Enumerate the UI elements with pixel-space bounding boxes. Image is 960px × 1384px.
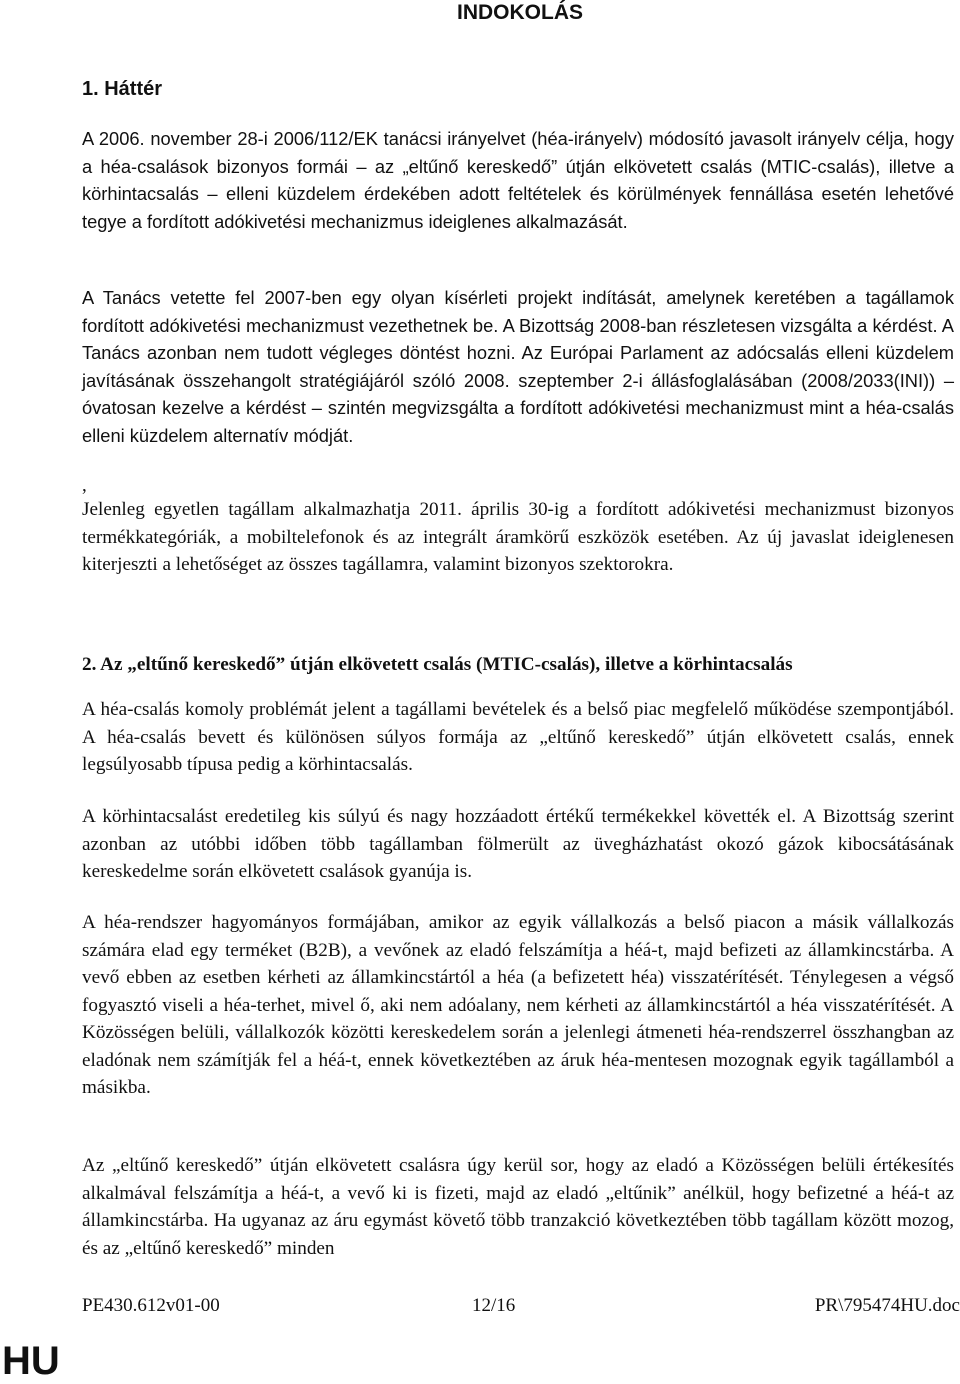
document-title: INDOKOLÁS	[457, 1, 583, 24]
stray-comma: ,	[82, 475, 87, 496]
language-code: HU	[2, 1339, 60, 1383]
paragraph-mtic-2: A körhintacsalást eredetileg kis súlyú és nagy hozzáadott értékű termékekkel követték el. A Bizottság szerint azonban az utóbbi időben több tagállamban fölmerült az üvegházhatást okozó gázok kibocsátásának kereskedelme során elkövetett csalások gyanúja is.	[82, 806, 954, 882]
section-heading-mtic: 2. Az „eltűnő kereskedő” útján elkövetett csalás (MTIC-csalás), illetve a körhintacsalás	[82, 654, 793, 675]
paragraph-background-1: A 2006. november 28-i 2006/112/EK tanácsi irányelvet (héa-irányelv) módosító javasolt irányelv célja, hogy a héa-csalások bizonyos formái – az „eltűnő kereskedő” útján elkövetett csalás (MTIC-csalás), illetve a körhintacsalás – elleni küzdelem érdekében adott feltételek és körülmények fennállása esetén lehetővé tegye a fordított adókivetési mechanizmus ideiglenes alkalmazását.	[82, 128, 954, 232]
paragraph-mtic-1: A héa-csalás komoly problémát jelent a tagállami bevételek és a belső piac megfelelő működése szempontjából. A héa-csalás bevett és különösen súlyos formája az „eltűnő kereskedő” útján elkövetett csalás, ennek legsúlyosabb típusa pedig a körhintacsalás.	[82, 699, 954, 775]
page-footer	[82, 1292, 960, 1320]
footer-page-number: 12/16	[472, 1295, 516, 1316]
footer-doc-ref: PE430.612v01-00	[82, 1295, 220, 1316]
section-heading-background: 1. Háttér	[82, 78, 163, 100]
footer-file-name: PR\795474HU.doc	[814, 1295, 960, 1316]
paragraph-mtic-3: A héa-rendszer hagyományos formájában, amikor az egyik vállalkozás a belső piacon a másik vállalkozás számára elad egy terméket (B2B), a vevőnek az eladó felszámítja a héá-t, majd befizeti az államkincstárba. A vevő ebben az esetben kérheti az államkincstártól a héa (a befizetett héa) visszatérítését. Ténylegesen a végső fogyasztó viseli a héa-terhet, mivel ő, aki nem adóalany, nem kérheti az államkincstártól a héa visszatérítését. A Közösségen belüli, vállalkozók közötti kereskedelem során a jelenlegi átmeneti héa-rendszerrel összhangban az eladónak nem számítják fel a héá-t, ennek következtében az áruk héa-mentesen mozognak egyik tagállamból a másikba.	[82, 912, 954, 1098]
paragraph-background-3: Jelenleg egyetlen tagállam alkalmazhatja 2011. április 30-ig a fordított adókivetési mechanizmust bizonyos termékkategóriák, a mobiltelefonok és az integrált áramkörű eszközök esetében. Az új javaslat ideiglenesen kiterjeszti a lehetőséget az összes tagállamra, valamint bizonyos szektorokra.	[82, 499, 954, 575]
paragraph-mtic-4: Az „eltűnő kereskedő” útján elkövetett csalásra úgy kerül sor, hogy az eladó a Közösségen belüli értékesítés alkalmával felszámítja a héá-t, a vevő ki is fizeti, majd az eladó „eltűnik” anélkül, hogy befizetné a héá-t az államkincstárba. Ha ugyanaz az áru egymást követő több tranzakció következtében több tagállam között mozog, és az „eltűnő kereskedő” minden	[82, 1155, 954, 1259]
paragraph-background-2: A Tanács vetette fel 2007-ben egy olyan kísérleti projekt indítását, amelynek keretében a tagállamok fordított adókivetési mechanizmust vezethetnek be. A Bizottság 2008-ban részletesen vizsgálta a kérdést. A Tanács azonban nem tudott végleges döntést hozni. Az Európai Parlament az adócsalás elleni küzdelem javításának összehangolt stratégiájáról szóló 2008. szeptember 2-i állásfoglalásában (2008/2033(INI)) – óvatosan kezelve a kérdést – szintén megvizsgálta a fordított adókivetési mechanizmust mint a héa-csalás elleni küzdelem alternatív módját.	[82, 287, 954, 446]
